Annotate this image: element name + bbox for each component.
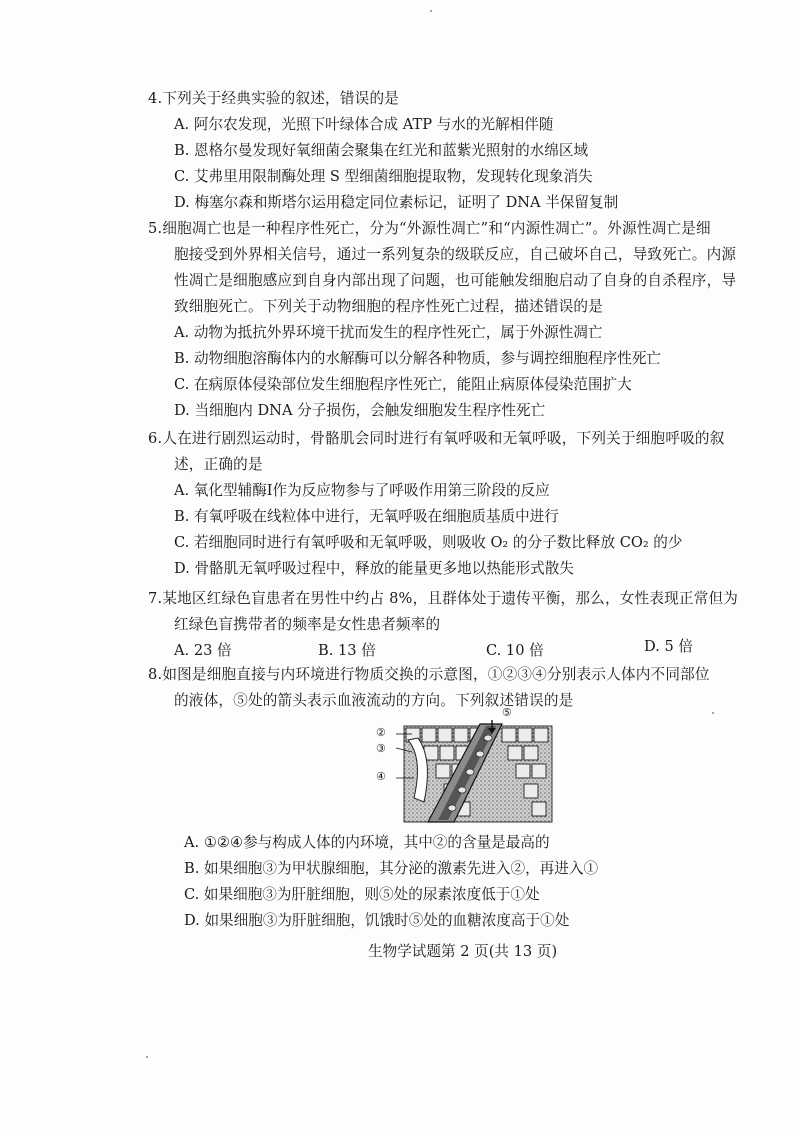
scan-speck [712, 712, 714, 714]
question-6-option-a: A. 氧化型辅酶Ⅰ作为反应物参与了呼吸作用第三阶段的反应 [174, 482, 550, 499]
question-5-stem-line-3: 性凋亡是细胞感应到自身内部出现了问题，也可能触发细胞启动了自身的自杀程序，导 [174, 272, 737, 289]
question-7-option-a: A. 23 倍 [174, 642, 232, 659]
figure-label-4: ④ [376, 770, 386, 783]
question-6-option-d: D. 骨骼肌无氧呼吸过程中，释放的能量更多地以热能形式散失 [174, 560, 574, 577]
scan-speck [430, 10, 432, 12]
question-7-option-b: B. 13 倍 [318, 642, 376, 659]
question-8-option-b: B. 如果细胞③为甲状腺细胞，其分泌的激素先进入②，再进入① [184, 860, 599, 877]
question-8-stem-line-1: 8.如图是细胞直接与内环境进行物质交换的示意图，①②③④分别表示人体内不同部位 [148, 666, 710, 683]
question-7-option-d: D. 5 倍 [644, 638, 693, 655]
question-4-option-c: C. 艾弗里用限制酶处理 S 型细菌细胞提取物，发现转化现象消失 [174, 168, 593, 185]
question-7-stem-line-2: 红绿色盲携带者的频率是女性患者频率的 [174, 616, 441, 633]
question-5-stem-line-1: 5.细胞凋亡也是一种程序性死亡，分为“外源性凋亡”和“内源性凋亡”。外源性凋亡是细 [148, 220, 711, 237]
page-footer: 生物学试题第 2 页(共 13 页) [368, 943, 558, 960]
question-5-stem-line-4: 致细胞死亡。下列关于动物细胞的程序性死亡过程，描述错误的是 [174, 298, 604, 315]
question-5-option-d: D. 当细胞内 DNA 分子损伤，会触发细胞发生程序性死亡 [174, 402, 546, 419]
question-4-option-d: D. 梅塞尔森和斯塔尔运用稳定同位素标记，证明了 DNA 半保留复制 [174, 194, 619, 211]
question-4-option-a: A. 阿尔农发现，光照下叶绿体合成 ATP 与水的光解相伴随 [174, 116, 554, 133]
figure-label-3: ③ [376, 742, 386, 755]
figure-label-5: ⑤ [502, 706, 512, 719]
question-6-stem-line-1: 6.人在进行剧烈运动时，骨骼肌会同时进行有氧呼吸和无氧呼吸，下列关于细胞呼吸的叙 [148, 430, 725, 447]
question-6-option-c: C. 若细胞同时进行有氧呼吸和无氧呼吸，则吸收 O₂ 的分子数比释放 CO₂ 的少 [174, 534, 683, 551]
question-5-option-b: B. 动物细胞溶酶体内的水解酶可以分解各种物质，参与调控细胞程序性死亡 [174, 350, 662, 367]
question-5-option-a: A. 动物为抵抗外界环境干扰而发生的程序性死亡，属于外源性凋亡 [174, 324, 603, 341]
question-8-option-d: D. 如果细胞③为肝脏细胞，饥饿时⑤处的血糖浓度高于①处 [184, 912, 570, 929]
question-5-stem-line-2: 胞接受到外界相关信号，通过一系列复杂的级联反应，自己破坏自己，导致死亡。内源 [174, 246, 737, 263]
question-6-option-b: B. 有氧呼吸在线粒体中进行，无氧呼吸在细胞质基质中进行 [174, 508, 559, 525]
question-4-option-b: B. 恩格尔曼发现好氧细菌会聚集在红光和蓝紫光照射的水绵区域 [174, 142, 589, 159]
question-4-stem: 4.下列关于经典实验的叙述，错误的是 [148, 90, 400, 107]
question-5-option-c: C. 在病原体侵染部位发生细胞程序性死亡，能阻止病原体侵染范围扩大 [174, 376, 632, 393]
question-8-option-c: C. 如果细胞③为肝脏细胞，则⑤处的尿素浓度低于①处 [184, 886, 540, 903]
figure-label-2: ② [376, 726, 386, 739]
scan-speck [146, 1056, 148, 1058]
question-7-option-c: C. 10 倍 [486, 642, 544, 659]
question-7-stem-line-1: 7.某地区红绿色盲患者在男性中约占 8%，且群体处于遗传平衡，那么，女性表现正常但为 [148, 590, 739, 607]
tissue-diagram-svg [384, 712, 554, 824]
question-8-option-a: A. ①②④参与构成人体的内环境，其中②的含量是最高的 [184, 834, 550, 851]
tissue-exchange-diagram [376, 706, 554, 824]
question-6-stem-line-2: 述，正确的是 [174, 456, 263, 473]
question-8-stem-line-2: 的液体，⑤处的箭头表示血液流动的方向。下列叙述错误的是 [174, 692, 574, 709]
